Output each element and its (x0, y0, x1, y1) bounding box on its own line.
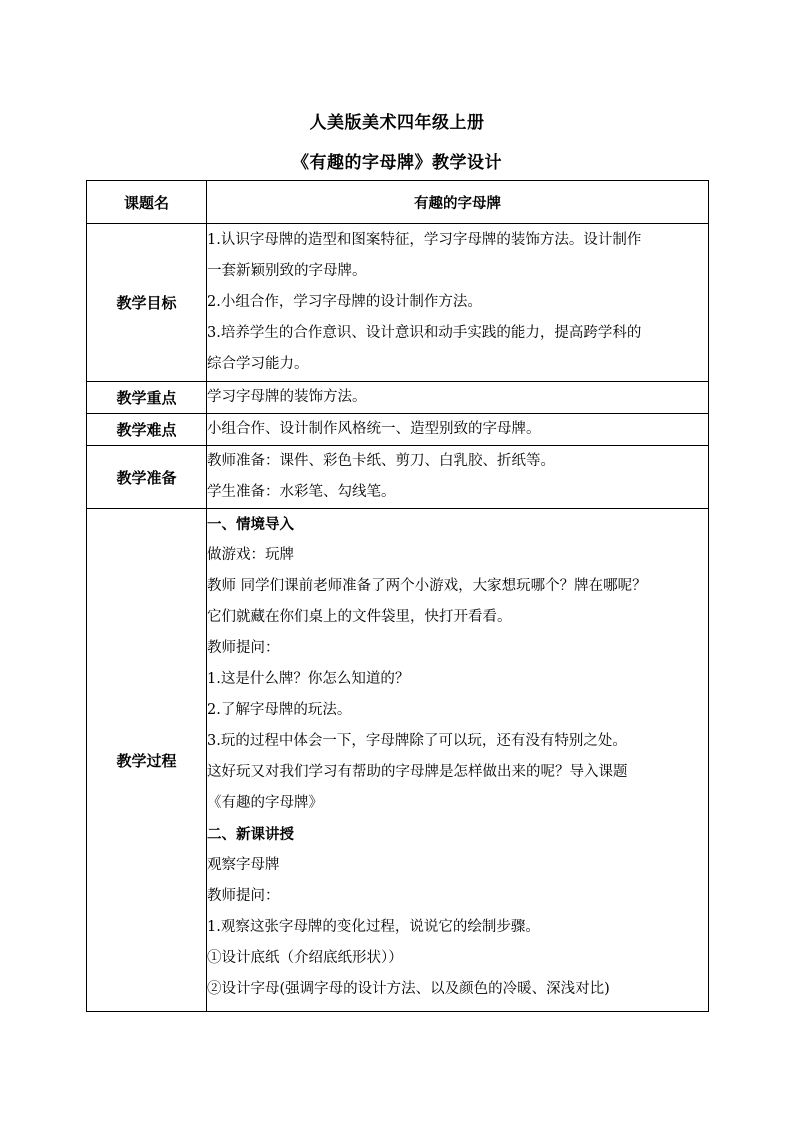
preparation-line: 教师准备：课件、彩色卡纸、剪刀、白乳胶、折纸等。 (207, 453, 555, 469)
process-line: 教师 同学们课前老师准备了两个小游戏，大家想玩哪个？牌在哪呢？ (207, 578, 647, 594)
objective-line: 3.培养学生的合作意识、设计意识和动手实践的能力，提高跨学科的 (207, 325, 642, 341)
objective-line: 综合学习能力。 (207, 356, 309, 372)
process-line: 做游戏：玩牌 (207, 547, 294, 563)
process-line: ①设计底纸（介绍底纸形状）） (207, 950, 403, 966)
objective-line: 2.小组合作，学习字母牌的设计制作方法。 (207, 294, 482, 310)
process-line: 《有趣的字母牌》 (207, 795, 323, 811)
objective-line: 1.认识字母牌的造型和图案特征，学习字母牌的装饰方法。设计制作 (207, 232, 642, 248)
row-key-point (87, 382, 709, 414)
process-line: 1.观察这张字母牌的变化过程，说说它的绘制步骤。 (207, 919, 540, 935)
doc-title-line1: 人美版美术四年级上册 (309, 113, 485, 133)
lesson-plan-table (86, 180, 709, 1012)
difficulty-value (207, 414, 709, 446)
key-point-value (207, 382, 709, 414)
row-process (87, 509, 709, 1012)
doc-title-line2: 《有趣的字母牌》教学设计 (292, 153, 502, 173)
topic-value: 有趣的字母牌 (207, 181, 709, 224)
row-difficulty (87, 414, 709, 446)
row-topic (87, 181, 709, 224)
process-line: 3.玩的过程中体会一下，字母牌除了可以玩，还有没有特别之处。 (207, 733, 627, 749)
process-content (207, 509, 709, 1012)
row-preparation (87, 446, 709, 509)
key-point-label: 教学重点 (87, 382, 207, 414)
difficulty-label: 教学难点 (87, 414, 207, 446)
process-line: 教师提问： (207, 888, 280, 904)
process-section-heading: 一、情境导入 (207, 516, 294, 533)
process-label: 教学过程 (87, 509, 207, 1012)
process-line: 这好玩又对我们学习有帮助的字母牌是怎样做出来的呢？导入课题 (207, 764, 628, 780)
preparation-label: 教学准备 (87, 446, 207, 509)
process-line: 观察字母牌 (207, 857, 280, 873)
process-line: 1.这是什么牌？你怎么知道的？ (207, 671, 410, 687)
process-line: ②设计字母(强调字母的设计方法、以及颜色的冷暖、深浅对比) (207, 981, 610, 997)
objectives-label: 教学目标 (87, 224, 207, 382)
objective-line: 一套新颖别致的字母牌。 (207, 263, 367, 279)
process-line: 教师提问： (207, 640, 280, 656)
process-line: 它们就藏在你们桌上的文件袋里，快打开看看。 (207, 609, 512, 625)
key-point-text: 学习字母牌的装饰方法。 (207, 389, 367, 405)
topic-label: 课题名 (87, 181, 207, 224)
preparation-content (207, 446, 709, 509)
difficulty-text: 小组合作、设计制作风格统一、造型别致的字母牌。 (207, 421, 541, 437)
process-section-heading: 二、新课讲授 (207, 826, 294, 843)
objectives-content (207, 224, 709, 382)
row-objectives (87, 224, 709, 382)
preparation-line: 学生准备：水彩笔、勾线笔。 (207, 484, 396, 500)
process-line: 2.了解字母牌的玩法。 (207, 702, 352, 718)
